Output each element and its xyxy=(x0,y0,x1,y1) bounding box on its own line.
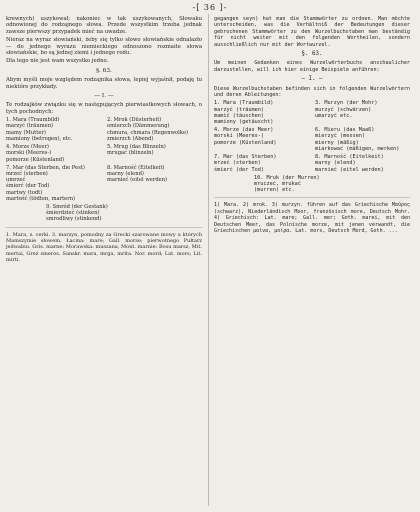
word-entry: 8. Marność (Eitelkeit) marny (elend) marnieć (eitel werden) xyxy=(107,164,168,184)
right-paragraph: Um meinen Gedanken eines Wurzelwörterbuchs anschaulicher darzustellen, will ich hier einige Beispiele anführen: xyxy=(214,60,410,73)
section-number: §. 63. xyxy=(96,67,112,74)
word-entry-group xyxy=(6,165,202,202)
right-paragraph: gegangen seyn) hat man die Stammwörter zu ordnen. Man möchte unterscheiden, was die Verhältniß der Bedeutungen dieser gebrochenen Stammwörter zu den Wurzelbuchstaben man beständig für nicht weiter mit den folgenden Wortheilen, sondern ausschließlich nur mit der Wortwurzel. xyxy=(214,16,410,48)
word-entry: 3. Murzyn (der Mohr) murzyć (schwärzen) umarzyć etc. xyxy=(315,100,378,119)
word-entry: 5. Mrug (das Blinzeln) mrugać (blinzeln) xyxy=(107,144,166,157)
word-entry: 8. Marność (Eitelkeit) marny (elend) marnieć (eitel werden) xyxy=(315,154,384,173)
word-entry: 7. Mar (das Sterben, die Pest) mrzeć (sterben) umrzeć śmierć (der Tod) martwy (todt) martwić (tödten, martern) xyxy=(6,164,85,202)
subsection-label: — I. — xyxy=(94,93,114,100)
left-paragraph: Abym myśli moje względem rodzajnika słowa, lepiej wyjaśnił, podaję tu niektóre przykłady. xyxy=(6,77,202,90)
column-divider xyxy=(208,14,209,506)
subsection-label: — I. — xyxy=(301,76,323,83)
section-number: §. 63. xyxy=(301,51,323,58)
word-entry: 7. Mar (das Sterben) mrzeć (sterben) śmierć (der Tod) xyxy=(214,154,277,173)
left-paragraph: Dla tego nie jest wam wszystko jedno. xyxy=(6,58,109,65)
footnote-rule xyxy=(6,227,202,228)
word-entry-group xyxy=(214,175,410,194)
right-column xyxy=(214,16,410,236)
word-entry-group xyxy=(6,144,202,163)
word-entry: 10. Mruk (der Murren) mruczeć, mrukać (murren) etc. xyxy=(254,174,320,194)
footnotes: 1) Mara. 2) mrok. 3) murzyn. führen auf das Griechische Μαύρος (schwarz), Niederländisch Moor, französisch more, Deutsch Mohr. 4) Griechisch: Lat. mare; Gall. mer; Goth. marei, mit den Deutschen Meer, das Polnische morze, mit jenen verwandt, die Griechischen μαίνα, μοίρα. Lat. mors, Deutsch Mord, Goth. ... xyxy=(214,202,410,234)
footnotes: 1. Mara, z. cerki. 3. marzyn, pomodny za Grecki szarowane mowy u których Mamszymie słowem. Łacina: mare; Gall. morse; pierwotnego Pułtarz jedwabiu. Gris. marne: Morawska: muszana, Mont. marnie: Bosu marsz, Mit. mertai, Greż smeros. Sanskr. mara, mrga, mrita. Nor. mord; Lat. mors; Lit. mirti. xyxy=(6,231,202,264)
word-entry-group xyxy=(6,117,202,142)
left-column xyxy=(6,16,202,266)
word-entry: 2. Mrok (Düsterheit) omierzch (Dämmerung) chmura, chmara (Regenwolke) zmierzch (Abend) xyxy=(107,117,189,142)
word-entry: 4. Morze (Meer) morski (Meeres-) pomorze (Küstenland) xyxy=(6,144,65,163)
left-paragraph: Nieraz na wyraz słowiański, żeby się tylko słowo słowiańskie odnalazło — do jednego wyrazu niemieckiego odnoszono rozmaite słowa słowiańskie, bo są jednej ziemi i jednego rodu. xyxy=(6,37,202,57)
word-entry: 6. Mieru (das Maaß) mierzyć (messen) mierny (mäßig) miarkować (mäßigen, merken) xyxy=(315,127,400,152)
left-paragraph: krewnych) uszykował; nakoniec w tak uszykowanych, Słowaku odnowionej do rodzajnego słowa. Przede wszystkim trzeba jednak zawsze pierwszy przypadek mieć na uwadze. xyxy=(6,16,202,35)
word-entry: 1. Mara (Traumbild) marzyć (träumen) mamić (täuschen) mamiony (getäuscht) xyxy=(214,100,274,126)
page-header: -[ 36 ]- xyxy=(192,3,228,12)
word-entry: 9. Smród (der Gestank) śmierdzieć (stinken) smrodliwy (stinkend) xyxy=(46,203,108,223)
word-entry-group xyxy=(214,154,410,173)
word-entry-group xyxy=(214,127,410,152)
left-paragraph: Te rodzajków związku się w następujących pierwiastkowych słowach, o tych pochodnych: xyxy=(6,102,202,115)
word-entry-group xyxy=(6,204,202,223)
footnote-rule xyxy=(214,197,410,198)
word-entry: 4. Morze (das Meer) morski (Meeres-) pomorze (Küstenland) xyxy=(214,127,277,146)
word-entry: 1. Mara (Traumbild) marzyć (träumen) mamy (Mutter) mamiony (betrogen), etc. xyxy=(6,117,73,142)
right-paragraph: Diese Wurzelbuchstaben befinden sich in folgenden Wurzelwörtern und deren Ableitungen: xyxy=(214,85,410,99)
word-entry-group xyxy=(214,100,410,125)
